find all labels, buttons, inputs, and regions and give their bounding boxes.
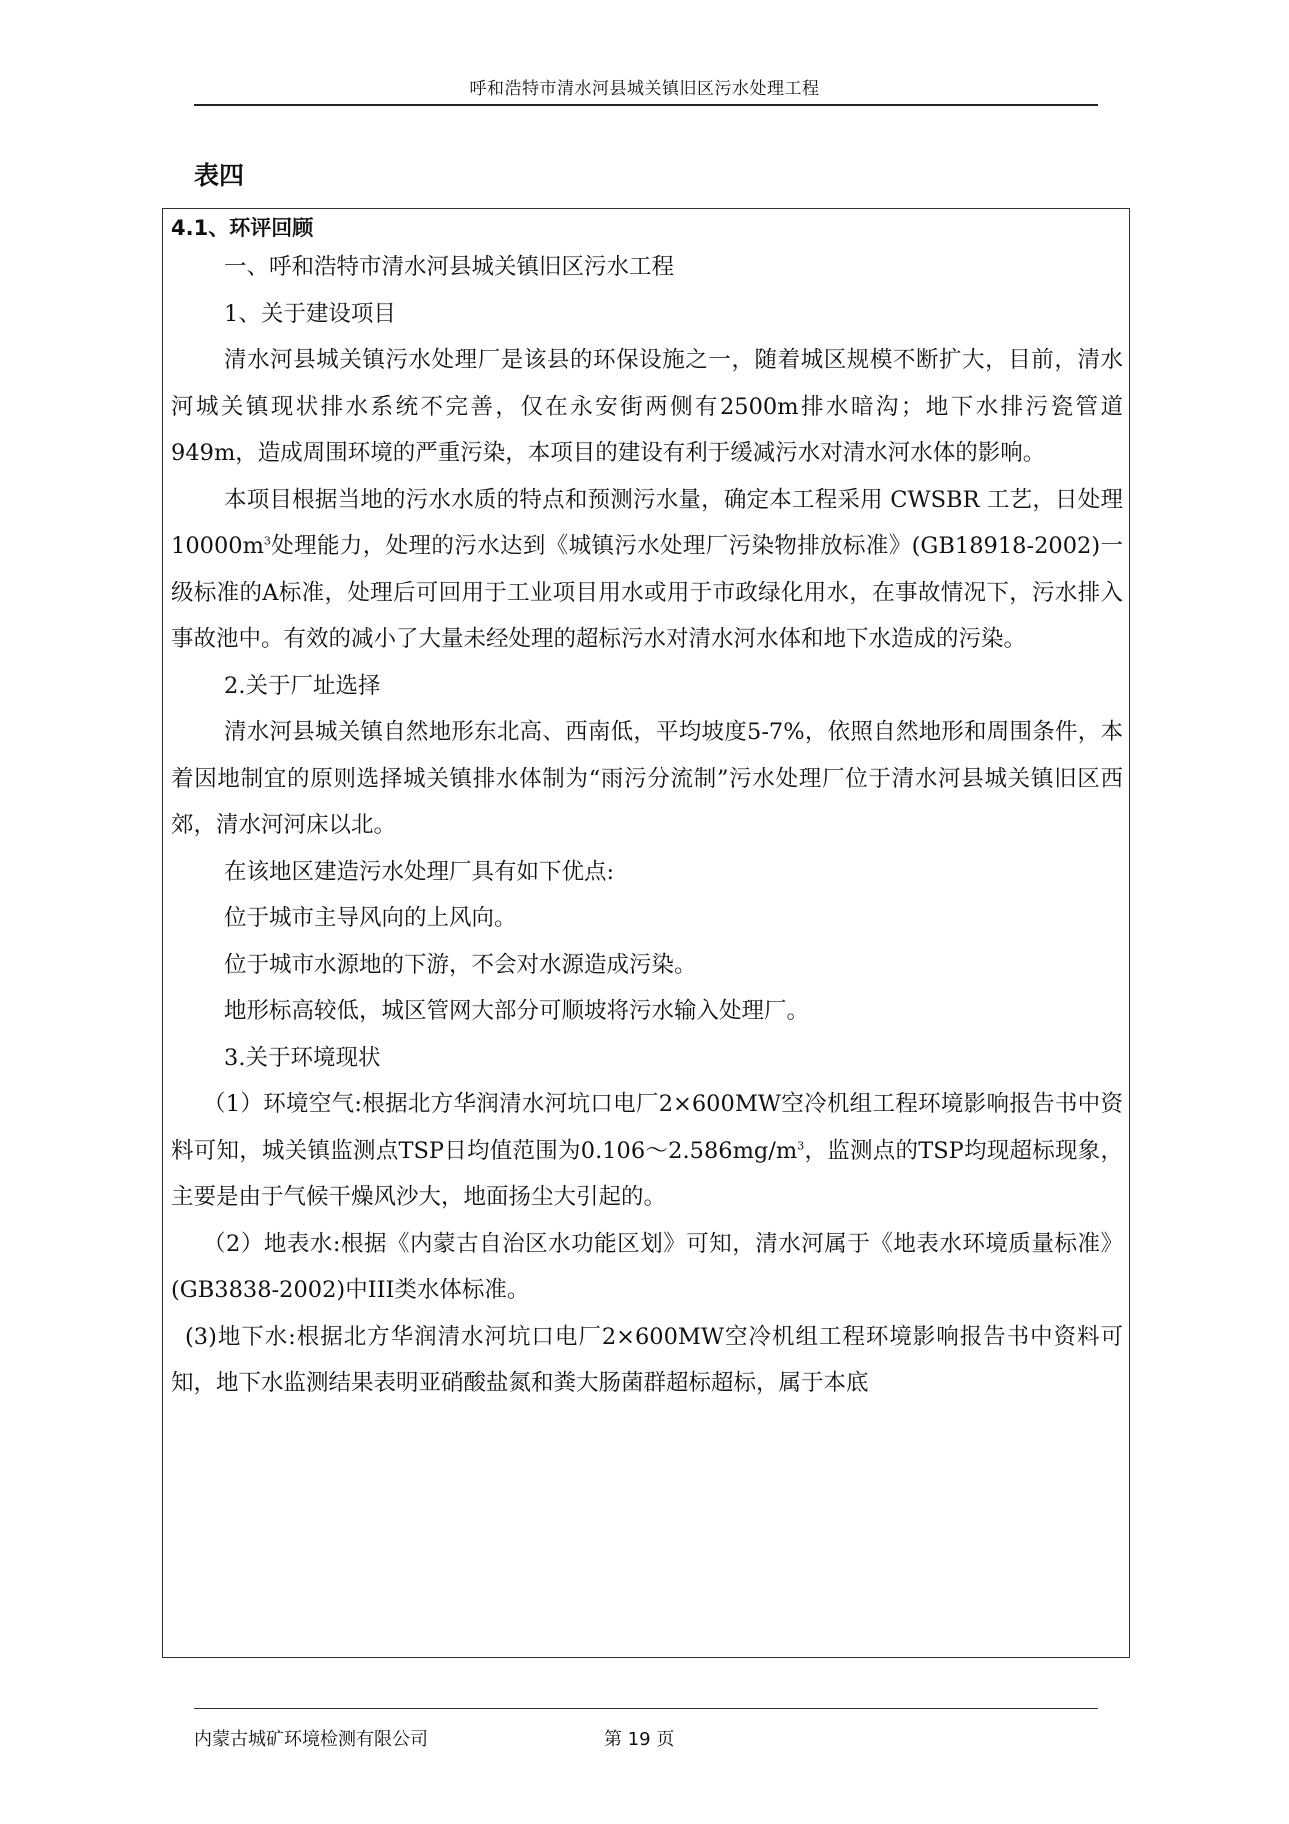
header-divider (194, 104, 1098, 106)
item2-title: 2.关于厂址选择 (224, 672, 381, 699)
item3-p1-text-a: （1）环境空气:根据北方华润清水河坑口电厂2×600MW空冷机组工程环境影响报告书中资料可知，城关镇监测点TSP日均值范围为0.106～2.586mg/m (171, 1091, 1123, 1164)
item1-paragraph-1: 清水河县城关镇污水处理厂是该县的环保设施之一，随着城区规模不断扩大，目前，清水河城关镇现状排水系统不完善，仅在永安街两侧有2500m排水暗沟；地下水排污瓷管道949m，造成周围环境的严重污染，本项目的建设有利于缓减污水对清水河水体的影响。 (171, 347, 1123, 466)
item3-p1-text-b: ，监测点的TSP均现超标现象，主要是由于气候干燥风沙大，地面扬尘大引起的。 (171, 1137, 1124, 1210)
item3-paragraph-2: （2）地表水:根据《内蒙古自治区水功能区划》可知，清水河属于《地表水环境质量标准》(GB3838-2002)中III类水体标准。 (171, 1230, 1123, 1303)
footer-divider (194, 1708, 1098, 1709)
item1-p2-text-a: 本项目根据当地的污水水质的特点和预测污水量，确定本工程采用 CWSBR 工艺，日处理 10000m (171, 486, 1123, 559)
content-body (171, 212, 1123, 1407)
page-header-title: 呼和浩特市清水河县城关镇旧区污水处理工程 (469, 79, 820, 99)
section-heading: 4.1、环评回顾 (171, 216, 314, 240)
item3-paragraph-1 (171, 1081, 1123, 1221)
section-subtitle: 一、呼和浩特市清水河县城关镇旧区污水工程 (224, 254, 675, 280)
item1-p2-superscript: 3 (263, 534, 271, 548)
item2-paragraph-3: 位于城市主导风向的上风向。 (224, 905, 517, 931)
item3-title: 3.关于环境现状 (224, 1044, 381, 1071)
item2-paragraph-4: 位于城市水源地的下游，不会对水源造成污染。 (224, 951, 697, 978)
item1-p2-text-b: 处理能力，处理的污水达到《城镇污水处理厂污染物排放标准》(GB18918-2002)一级标准的A标准，处理后可回用于工业项目用水或用于市政绿化用水，在事故情况下，污水排入事故池中。有效的减小了大量未经处理的超标污水对清水河水体和地下水造成的污染。 (171, 533, 1123, 652)
item3-paragraph-3: (3)地下水:根据北方华润清水河坑口电厂2×600MW空冷机组工程环境影响报告书中资料可知，地下水监测结果表明亚硝酸盐氮和粪大肠菌群超标超标，属于本底 (171, 1323, 1123, 1396)
item2-paragraph-1: 清水河县城关镇自然地形东北高、西南低，平均坡度5-7%，依照自然地形和周围条件，本着因地制宜的原则选择城关镇排水体制为“雨污分流制”污水处理厂位于清水河县城关镇旧区西郊，清水河河床以北。 (171, 719, 1123, 838)
table-label: 表四 (194, 161, 245, 190)
item2-paragraph-2: 在该地区建造污水处理厂具有如下优点: (224, 858, 615, 885)
item2-paragraph-5: 地形标高较低，城区管网大部分可顺坡将污水输入处理厂。 (224, 998, 810, 1024)
item1-title: 1、关于建设项目 (224, 300, 396, 327)
footer-page-number: 第 19 页 (604, 1729, 675, 1750)
footer-company-name: 内蒙古城矿环境检测有限公司 (194, 1729, 428, 1750)
item1-paragraph-2 (171, 477, 1123, 663)
item3-p1-superscript: 3 (797, 1139, 805, 1152)
